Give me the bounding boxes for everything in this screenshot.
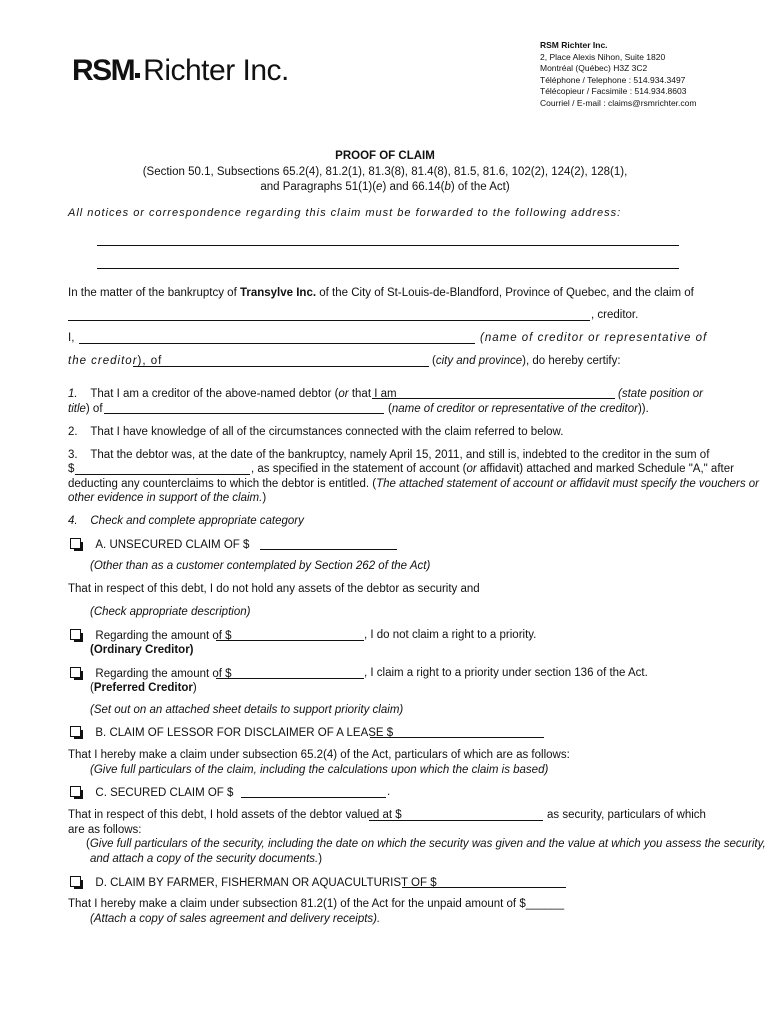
- subtitle2-part-a: and Paragraphs 51(1)(: [260, 181, 377, 193]
- item2-num: 2.: [68, 426, 78, 438]
- unsecured-amount-field[interactable]: [260, 549, 397, 550]
- item3-or: or: [466, 463, 477, 475]
- item3-line2b: affidavit) attached and marked Schedule "A," after: [476, 463, 734, 475]
- checkbox-d[interactable]: [70, 876, 81, 887]
- certify-text: ), do hereby certify:: [522, 355, 621, 367]
- checkbox-ordinary[interactable]: [70, 629, 81, 640]
- subtitle2-part-c: ) of the Act): [450, 181, 510, 193]
- item4-text: Check and complete appropriate category: [90, 515, 304, 527]
- option-ordinary: [70, 629, 232, 642]
- checkbox-b[interactable]: [70, 726, 81, 737]
- opt2-b: , I claim a right to a priority under section 136 of the Act.: [364, 667, 648, 679]
- item4: [68, 515, 304, 527]
- opt1-a: Regarding the amount of $: [95, 630, 232, 642]
- item2: [68, 426, 563, 438]
- city-field[interactable]: [133, 366, 429, 367]
- address-line1: 2, Place Alexis Nihon, Suite 1820: [540, 51, 666, 62]
- item2-text: That I have knowledge of all of the circumstances connected with the claim referred to below.: [90, 426, 564, 438]
- section-c-text1a: That in respect of this debt, I hold assets of the debtor valued at $: [68, 809, 402, 821]
- item3-dollar: $: [68, 463, 75, 475]
- subtitle2-part-b: ) and 66.14(: [382, 181, 445, 193]
- address-line2: Montréal (Québec) H3Z 3C2: [540, 63, 648, 73]
- section-a: [70, 538, 249, 551]
- checkbox-a[interactable]: [70, 538, 81, 549]
- section-c-note2: [90, 853, 322, 865]
- section-c: [70, 786, 233, 799]
- section-c-text2: are as follows:: [68, 824, 142, 836]
- note1-text: Give full particulars of the security, including the date on which the security was given and the value at which you assess the security,: [89, 838, 766, 850]
- section-c-note1: [86, 838, 766, 850]
- claim-sum-field[interactable]: [75, 474, 250, 475]
- item1-end: )).: [637, 403, 649, 415]
- city-hint-text: city and province: [435, 355, 523, 367]
- address-email: Courriel / E-mail : claims@rsmrichter.com: [540, 97, 697, 108]
- item3-line3: [68, 478, 759, 490]
- item3-text1: That the debtor was, at the date of the bankruptcy, namely April 15, 2011, and still is, indebted to the creditor in the sum of: [90, 449, 710, 461]
- option-preferred: [70, 667, 232, 680]
- subtitle-line2: [0, 181, 770, 193]
- section-a-text: That in respect of this debt, I do not hold any assets of the debtor as security and: [68, 583, 480, 595]
- city-hint: (city and province), do hereby certify:: [432, 355, 621, 367]
- opt1-b: , I do not claim a right to a priority.: [364, 629, 537, 641]
- section-c-text1b: as security, particulars of which: [547, 809, 706, 821]
- item1-a: That I am a creditor of the above-named debtor (: [90, 388, 339, 400]
- item3-line4-end: ): [262, 492, 267, 504]
- preferred-amount-field[interactable]: [216, 678, 364, 679]
- notice-text: All notices or correspondence regarding this claim must be forwarded to the following address:: [68, 207, 622, 219]
- section-c-label-end: .: [387, 786, 391, 798]
- i-label: I,: [68, 332, 75, 344]
- logo-dot-icon: [135, 73, 140, 78]
- checkbox-c[interactable]: [70, 786, 81, 797]
- item3-line2a: , as specified in the statement of account (: [251, 463, 467, 475]
- subtitle2-e: e: [376, 181, 383, 193]
- item1-num: 1.: [68, 388, 78, 400]
- assets-value-field[interactable]: [369, 820, 543, 821]
- section-b: [70, 726, 393, 739]
- firm-address-block: [540, 40, 696, 109]
- logo-rsm: RSM: [72, 54, 135, 87]
- item3-line4: [68, 492, 266, 504]
- checkbox-preferred[interactable]: [70, 667, 81, 678]
- company-logo: [72, 54, 289, 88]
- item3-num: 3.: [68, 449, 78, 461]
- creditor-rep-field[interactable]: [104, 413, 384, 414]
- firm-name: RSM Richter Inc.: [540, 40, 608, 50]
- logo-richter: Richter Inc.: [143, 54, 289, 87]
- note1-open: (: [86, 838, 90, 850]
- address-phone: Téléphone / Telephone : 514.934.3497: [540, 74, 686, 85]
- section-b-text: That I hereby make a claim under subsection 65.2(4) of the Act, particulars of which are as follows:: [68, 749, 570, 761]
- creditor-label: , creditor.: [591, 309, 639, 321]
- section-d: [70, 876, 437, 889]
- opt2-c-text: Preferred Creditor: [93, 682, 193, 694]
- opt2-a: Regarding the amount of $: [95, 668, 232, 680]
- item3-line4-text: other evidence in support of the claim.: [68, 492, 263, 504]
- claimant-name-field[interactable]: [79, 343, 475, 344]
- matter-text: [68, 287, 694, 299]
- section-c-label: C. SECURED CLAIM OF $: [95, 787, 234, 799]
- item3-line3a: deducting any counterclaims to which the debtor is entitled. (: [68, 478, 377, 490]
- state-hint: (state position or: [618, 388, 704, 400]
- note2-text: and attach a copy of the security documents.: [90, 853, 319, 865]
- note2-close: ): [318, 853, 323, 865]
- section-a-note2: (Set out on an attached sheet details to support priority claim): [90, 704, 404, 716]
- debtor-name: Transylve Inc.: [239, 287, 317, 299]
- address-line-1-field[interactable]: [97, 245, 679, 246]
- item1-name-hint: name of creditor or representative of the creditor: [391, 403, 638, 415]
- section-d-text: That I hereby make a claim under subsection 81.2(1) of the Act for the unpaid amount of $______: [68, 898, 565, 910]
- secured-amount-field[interactable]: [241, 797, 386, 798]
- section-b-label: B. CLAIM OF LESSOR FOR DISCLAIMER OF A LEASE $: [95, 727, 394, 739]
- subtitle2-b: b: [444, 181, 451, 193]
- item3-line1: [68, 449, 709, 461]
- matter-pre: In the matter of the bankruptcy of: [68, 287, 240, 299]
- opt2-c: [90, 682, 197, 694]
- item1-hint: (name of creditor or representative of the creditor)).: [388, 403, 649, 415]
- opt2-c-open: (: [90, 682, 94, 694]
- creditor-field[interactable]: [68, 320, 590, 321]
- lessor-amount-field[interactable]: [370, 737, 544, 738]
- section-a-note: (Other than as a customer contemplated by Section 262 of the Act): [90, 560, 431, 572]
- item3-line2: [251, 463, 734, 475]
- ordinary-amount-field[interactable]: [216, 640, 364, 641]
- name-hint: (name of creditor or representative of: [480, 332, 708, 344]
- subtitle-line1: (Section 50.1, Subsections 65.2(4), 81.2(1), 81.3(8), 81.4(8), 81.5, 81.6, 102(2), 124(2), 128(1),: [142, 166, 628, 178]
- section-b-note: (Give full particulars of the claim, including the calculations upon which the claim is based): [90, 764, 549, 776]
- page-title: PROOF OF CLAIM: [335, 150, 435, 162]
- item1-line1: [68, 388, 397, 400]
- opt2-c-close: ): [192, 682, 197, 694]
- item1-b: that I am: [348, 388, 397, 400]
- section-d-note: (Attach a copy of sales agreement and delivery receipts).: [90, 913, 381, 925]
- section-a-label: A. UNSECURED CLAIM OF $: [95, 539, 250, 551]
- item3-line3b: The attached statement of account or affidavit must specify the vouchers or: [376, 478, 760, 490]
- item1-or: or: [338, 388, 349, 400]
- the-creditor: the creditor: [68, 355, 138, 367]
- section-d-label: D. CLAIM BY FARMER, FISHERMAN OR AQUACULTURIST OF $: [95, 877, 437, 889]
- title-hint: title: [68, 403, 86, 415]
- item4-num: 4.: [68, 515, 78, 527]
- matter-post: of the City of St-Louis-de-Blandford, Province of Quebec, and the claim of: [316, 287, 694, 299]
- farmer-amount-field[interactable]: [402, 887, 566, 888]
- position-field[interactable]: [372, 398, 615, 399]
- address-fax: Télécopieur / Facsimile : 514.934.8603: [540, 86, 687, 96]
- item1-of: ) of: [85, 403, 103, 415]
- creditor-of: ), of: [137, 355, 163, 367]
- address-line-2-field[interactable]: [97, 268, 679, 269]
- opt1-c: (Ordinary Creditor): [90, 644, 194, 656]
- section-a-check-note: (Check appropriate description): [90, 606, 251, 618]
- item1-line2: [68, 403, 103, 415]
